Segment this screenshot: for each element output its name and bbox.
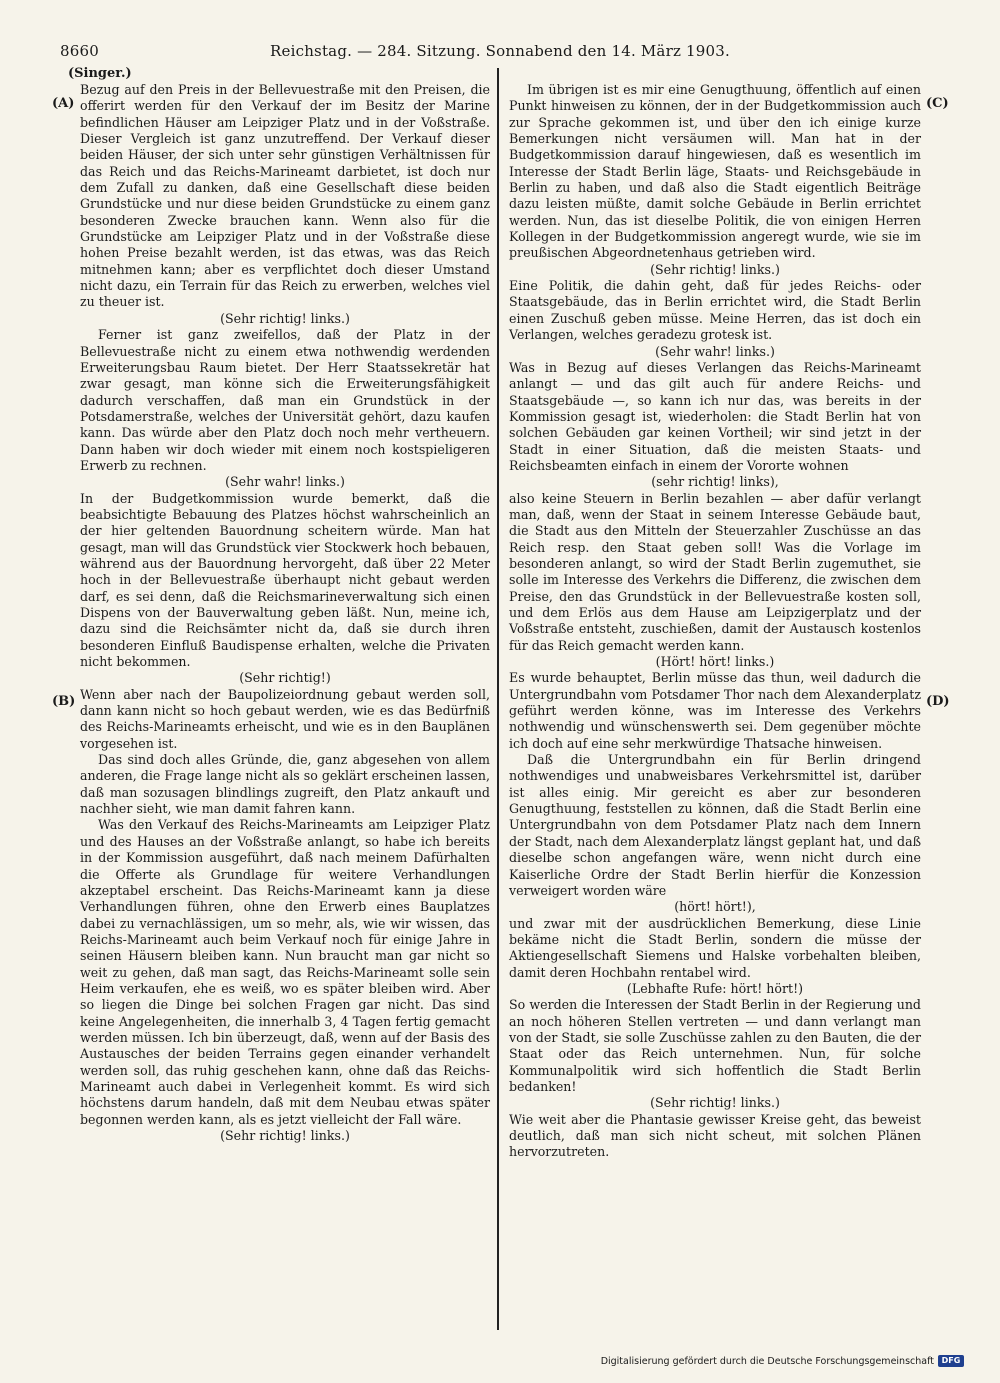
paragraph: also keine Steuern in Berlin bezahlen — aber dafür verlangt man, daß, wenn der Staat in seinem Interesse Gebäude baut, die Stadt aus den Mitteln der Steuerzahler Zuschüsse an das Reich resp. den Staat geben soll! Was die Vorlage im besonderen anlangt, so wird der Stadt Berlin zugemuthet, sie solle im Interesse des Verkehrs die Differenz, die zwischen dem Preise, den das Grundstück in der Bellevuestraße kosten soll, und dem Erlös aus dem Hause am Leipzigerplatz und der Voßstraße entsteht, zuschießen, damit der Austausch kostenlos für das Reich gemacht werden kann. [509,490,921,653]
interjection: (Sehr richtig! links.) [650,261,780,277]
dfg-logo: DFG [938,1355,964,1367]
left-column [80,82,490,1144]
footer-credit [601,1355,964,1367]
paragraph: Was den Verkauf des Reichs-Marineamts am Leipziger Platz und des Hauses an der Voßstraße anlangt, so habe ich bereits in der Kommission ausgeführt, daß nach meinem Dafürhalten die Offerte als Grundlage für weitere Verhandlungen akzeptabel erscheint. Das Reichs-Marineamt kann ja diese Verhandlungen führen, ohne den Erwerb eines Bauplatzes dabei zu vernachlässigen, um so mehr, als, wie wir wissen, das Reichs-Marineamt auch beim Verkauf noch für einige Jahre in seinen Häusern bleiben kann. Nun braucht man gar nicht so weit zu gehen, daß man sagt, das Reichs-Marineamt solle sein Heim verkaufen, ehe es weiß, wo es später bleiben wird. Aber so liegen die Dinge bei solchen Fragen gar nicht. Das sind keine Angelegenheiten, die innerhalb 3, 4 Tagen fertig gemacht werden müssen. Ich bin überzeugt, daß, wenn auf der Basis des Austausches der beiden Terrains gegen einander verhandelt werden soll, das ruhig geschehen kann, ohne daß das Reichs-Marineamt auch dabei in Verlegenheit kommt. Es wird sich höchstens darum handeln, daß mit dem Neubau etwas später begonnen werden kann, als es jetzt vielleicht der Fall wäre. [80,817,490,1127]
page-number: 8660 [60,42,99,60]
column-divider [497,68,499,1330]
paragraph: Daß die Untergrundbahn ein für Berlin dringend nothwendiges und unabweisbares Verkehrsmittel ist, darüber ist alles einig. Mir gereicht es aber zur besonderen Genugthuung, feststellen zu können, daß die Stadt Berlin eine Untergrundbahn von dem Potsdamer Platz nach dem Innern der Stadt, nach dem Alexanderplatz längst geplant hat, und daß dieselbe schon angefangen wäre, wenn nicht durch eine Kaiserliche Ordre der Stadt Berlin hierfür die Konzession verweigert worden wäre [509,752,921,898]
margin-marker-a: (A) [52,96,75,111]
interjection: (sehr richtig! links), [651,474,779,490]
margin-marker-c: (C) [926,96,949,111]
paragraph: Das sind doch alles Gründe, die, ganz abgesehen von allem anderen, die Frage lange nicht als so geklärt erscheinen lassen, daß man sozusagen blindlings zugreift, den Platz ankauft und nachher sieht, wie man damit fahren kann. [80,752,490,817]
paragraph: Was in Bezug auf dieses Verlangen das Reichs-Marineamt anlangt — und das gilt auch für andere Reichs- und Staatsgebäude —, so kann ich nur das, was bereits in der Kommission gesagt ist, wiederholen: die Stadt Berlin hat von solchen Gebäuden gar keinen Vortheil; wir sind jetzt in der Stadt in einer Situation, daß die meisten Staats- und Reichsbeamten einfach in einem der Vororte wohnen [509,359,921,473]
paragraph: Eine Politik, die dahin geht, daß für jedes Reichs- oder Staatsgebäude, das in Berlin errichtet wird, die Stadt Berlin einen Zuschuß geben müsse. Meine Herren, das ist doch ein Verlangen, welches geradezu grotesk ist. [509,278,921,343]
interjection: (Sehr richtig! links.) [220,1128,350,1143]
paragraph: In der Budgetkommission wurde bemerkt, daß die beabsichtigte Bebauung des Platzes höchst wahrscheinlich an der hier geltenden Bauordnung scheitern würde. Man hat gesagt, man will das Grundstück vier Stockwerk hoch bebauen, während aus der Bauordnung hervorgeht, daß über 22 Meter hoch in der Bellevuestraße überhaupt nicht gebaut werden darf, es sei denn, daß die Reichsmarineverwaltung sich einen Dispens von der Bauverwaltung geben läßt. Nun, meine ich, dazu sind die Reichsämter nicht da, daß sie durch ihren besonderen Einfluß Baudispense erhalten, welche die Privaten nicht bekommen. [80,490,490,670]
paragraph: Es wurde behauptet, Berlin müsse das thun, weil dadurch die Untergrundbahn vom Potsdamer Thor nach dem Alexanderplatz geführt werden könne, was im Interesse des Verkehrs nothwendig und wünschenswerth sei. Dem gegenüber möchte ich doch auf eine sehr merkwürdige Thatsache hinweisen. [509,670,921,751]
interjection: (Hört! hört! links.) [655,654,775,670]
interjection: (Lebhafte Rufe: hört! hört!) [626,980,804,996]
page-title: Reichstag. — 284. Sitzung. Sonnabend den 14. März 1903. [270,42,730,60]
paragraph: Ferner ist ganz zweifellos, daß der Platz in der Bellevuestraße nicht zu einem etwa nothwendig werdenden Erweiterungsbau Raum bietet. Der Herr Staatssekretär hat zwar gesagt, man könne sich die Erweiterungsfähigkeit dadurch verschaffen, daß man ein Grundstück in der Potsdamerstraße, welches der Universität gehört, dazu kaufen kann. Das würde aber den Platz doch noch mehr vertheuern. Dann haben wir doch wieder mit einem noch kostspieligeren Erwerb zu rechnen. [80,327,490,473]
interjection: (Sehr wahr! links.) [655,343,775,359]
right-column [509,82,921,1161]
footer-text: Digitalisierung gefördert durch die Deutsche Forschungsgemeinschaft [600,1355,934,1367]
margin-marker-b: (B) [52,694,76,709]
paragraph: Bezug auf den Preis in der Bellevuestraße mit den Preisen, die offerirt werden für den Verkauf der im Besitz der Marine befindlichen Häuser am Leipziger Platz und in der Voßstraße. Dieser Vergleich ist ganz unzutreffend. Der Verkauf dieser beiden Häuser, der sich unter sehr günstigen Verhältnissen für das Reich und das Reichs-Marineamt darbietet, ist doch nur dem Zufall zu danken, daß eine Gesellschaft diese beiden Grundstücke und nur diese beiden Grundstücke zu einem ganz besonderen Zwecke brauchen kann. Wenn also für die Grundstücke am Leipziger Platz und in der Voßstraße diese hohen Preise bezahlt werden, ist das etwas, was das Reich mitnehmen kann; aber es verpflichtet doch dieser Umstand nicht dazu, ein Terrain für das Reich zu erwerben, welches viel zu theuer ist. [80,82,490,310]
interjection: (Sehr richtig! links.) [650,1095,780,1111]
interjection: (Sehr wahr! links.) [225,474,345,490]
page-header [60,42,940,64]
speaker-label: (Singer.) [68,66,132,81]
paragraph: und zwar mit der ausdrücklichen Bemerkung, diese Linie bekäme nicht die Stadt Berlin, sondern die müsse der Aktiengesellschaft Siemens und Halske vorbehalten bleiben, damit deren Hochbahn rentabel wird. [509,915,921,980]
interjection: (Sehr richtig!) [239,670,331,686]
margin-marker-d: (D) [926,694,950,709]
paragraph: Wie weit aber die Phantasie gewisser Kreise geht, das beweist deutlich, daß man sich nicht scheut, mit solchen Plänen hervorzutreten. [509,1111,921,1160]
interjection: (Sehr richtig! links.) [220,310,350,326]
paragraph: Wenn aber nach der Baupolizeiordnung gebaut werden soll, dann kann nicht so hoch gebaut werden, wie es das Bedürfniß des Reichs-Marineamts erheischt, und wie es in den Bauplänen vorgesehen ist. [80,686,490,751]
interjection: (hört! hört!), [674,899,756,915]
paragraph: Im übrigen ist es mir eine Genugthuung, öffentlich auf einen Punkt hinweisen zu können, der in der Budgetkommission auch zur Sprache gekommen ist, und über den ich einige kurze Bemerkungen nicht versäumen will. Man hat in der Budgetkommission darauf hingewiesen, daß es wesentlich im Interesse der Stadt Berlin läge, Staats- und Reichsgebäude in Berlin zu haben, und daß also die Stadt eigentlich Beiträge dazu leisten müßte, damit solche Gebäude in Berlin errichtet werden. Nun, das ist dieselbe Politik, die von einigen Herren Kollegen in der Budgetkommission angeregt wurde, wie sie im preußischen Abgeordnetenhaus getrieben wird. [509,82,921,261]
paragraph: So werden die Interessen der Stadt Berlin in der Regierung und an noch höheren Stellen vertreten — und dann verlangt man von der Stadt, sie solle Zuschüsse zahlen zu den Bauten, die der Staat oder das Reich unternehmen. Nun, für solche Kommunalpolitik wird sich hoffentlich die Stadt Berlin bedanken! [509,997,921,1094]
